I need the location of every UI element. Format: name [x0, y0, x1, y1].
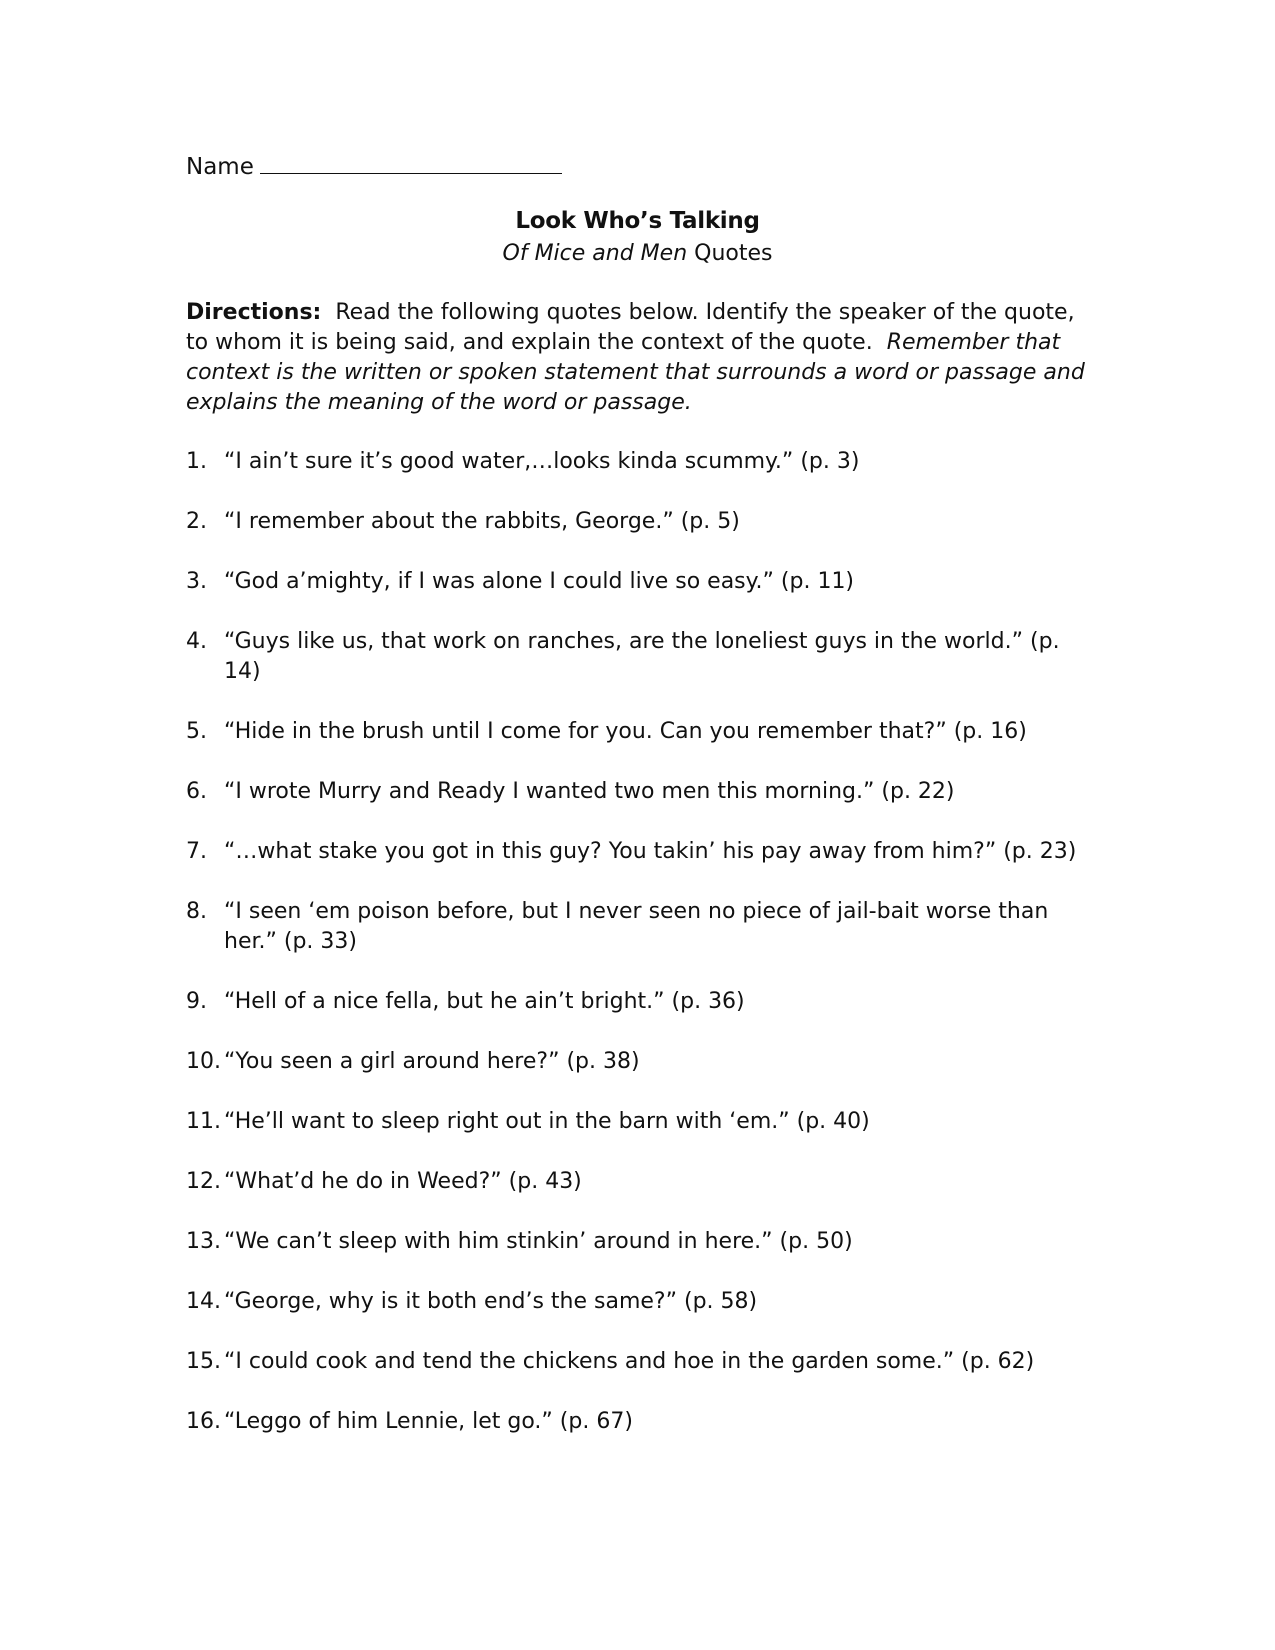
quote-item	[186, 1407, 1086, 1437]
worksheet-subtitle	[0, 239, 1275, 269]
quote-number: 10.	[186, 1049, 221, 1074]
quote-text: “Leggo of him Lennie, let go.” (p. 67)	[224, 1409, 633, 1434]
quote-number: 2.	[186, 509, 207, 534]
quote-text: “I seen ‘em poison before, but I never seen no piece of jail-bait worse than her.” (p. 33)	[224, 899, 1049, 954]
quote-text: “I ain’t sure it’s good water,…looks kinda scummy.” (p. 3)	[224, 449, 860, 474]
quote-text: “…what stake you got in this guy? You takin’ his pay away from him?” (p. 23)	[224, 839, 1077, 864]
quote-text: “God a’mighty, if I was alone I could live so easy.” (p. 11)	[224, 569, 855, 594]
book-title: Of Mice and Men	[502, 241, 688, 266]
quote-item	[186, 777, 1086, 807]
quote-number: 6.	[186, 779, 207, 804]
quote-text: “I could cook and tend the chickens and hoe in the garden some.” (p. 62)	[224, 1349, 1035, 1374]
subtitle-rest: Quotes	[694, 241, 773, 266]
worksheet-title: Look Who’s Talking	[515, 208, 760, 234]
quote-item	[186, 567, 1086, 597]
quote-text: “Hell of a nice fella, but he ain’t bright.” (p. 36)	[224, 989, 745, 1014]
quote-number: 9.	[186, 989, 207, 1014]
quote-item	[186, 447, 1086, 477]
quote-text: “You seen a girl around here?” (p. 38)	[224, 1049, 640, 1074]
quote-text: “Guys like us, that work on ranches, are the loneliest guys in the world.” (p. 14)	[224, 629, 1060, 684]
quote-text: “I remember about the rabbits, George.” (p. 5)	[224, 509, 740, 534]
directions-paragraph	[186, 298, 1086, 418]
quote-number: 8.	[186, 899, 207, 924]
quote-item	[186, 1107, 1086, 1137]
directions-label: Directions:	[186, 300, 322, 325]
quote-number: 3.	[186, 569, 207, 594]
quote-number: 7.	[186, 839, 207, 864]
quote-number: 15.	[186, 1349, 221, 1374]
quote-item	[186, 627, 1086, 687]
quote-number: 11.	[186, 1109, 221, 1134]
quote-text: “Hide in the brush until I come for you. Can you remember that?” (p. 16)	[224, 719, 1027, 744]
quote-item	[186, 1167, 1086, 1197]
quote-item	[186, 987, 1086, 1017]
name-field-row	[186, 149, 562, 181]
quote-number: 4.	[186, 629, 207, 654]
quote-text: “George, why is it both end’s the same?” (p. 58)	[224, 1289, 758, 1314]
quote-list	[186, 447, 1086, 1467]
quote-number: 13.	[186, 1229, 221, 1254]
directions-text: Read the following quotes below. Identify the speaker of the quote, to whom it is being said, and explain the context of the quote.	[186, 300, 1075, 355]
quote-item	[186, 897, 1086, 957]
quote-number: 16.	[186, 1409, 221, 1434]
quote-item	[186, 1047, 1086, 1077]
quote-text: “He’ll want to sleep right out in the barn with ‘em.” (p. 40)	[224, 1109, 870, 1134]
name-blank-line	[260, 149, 562, 174]
directions-context-note: Remember that context is the written or spoken statement that surrounds a word or passage and explains the meaning of the word or passage.	[186, 330, 1085, 415]
quote-number: 12.	[186, 1169, 221, 1194]
quote-item	[186, 1287, 1086, 1317]
quote-item	[186, 1227, 1086, 1257]
quote-text: “I wrote Murry and Ready I wanted two men this morning.” (p. 22)	[224, 779, 955, 804]
quote-number: 5.	[186, 719, 207, 744]
quote-item	[186, 717, 1086, 747]
quote-item	[186, 1347, 1086, 1377]
quote-text: “We can’t sleep with him stinkin’ around in here.” (p. 50)	[224, 1229, 853, 1254]
quote-item	[186, 837, 1086, 867]
quote-number: 14.	[186, 1289, 221, 1314]
quote-item	[186, 507, 1086, 537]
name-label: Name	[186, 154, 254, 180]
quote-number: 1.	[186, 449, 207, 474]
quote-text: “What’d he do in Weed?” (p. 43)	[224, 1169, 582, 1194]
